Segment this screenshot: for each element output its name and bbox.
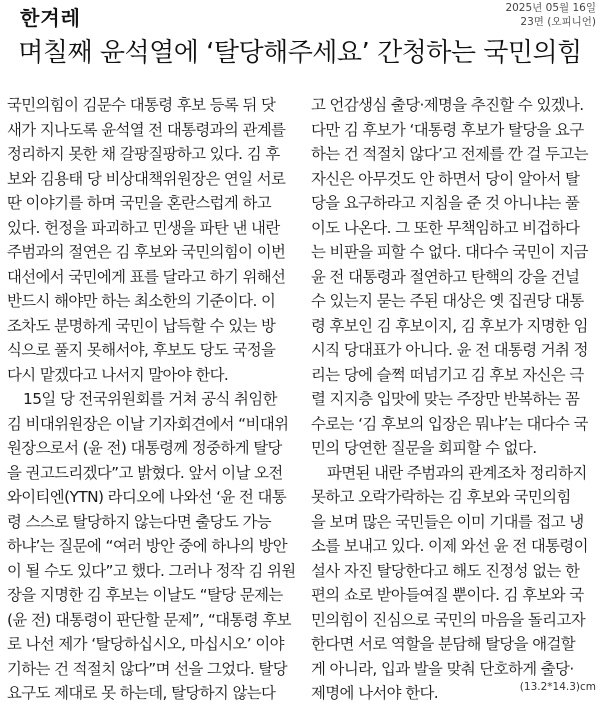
text-line: 못하고 오락가락하는 김 후보와 국민의힘 [311, 488, 571, 506]
text-line: 윤 전 대통령과 절연하고 탄핵의 강을 건널 [311, 267, 580, 286]
text-line: 민의힘이 진심으로 국민의 마음을 돌리고자 [311, 610, 585, 629]
text-line: 새가 지나도록 윤석열 전 대통령과의 관계를 [7, 120, 286, 139]
article-column-left [7, 93, 296, 706]
text-line: 식으로 풀지 못해서야, 후보도 당도 국정을 [7, 341, 276, 359]
text-line: 렬 지지층 입맛에 맞는 주장만 반복하는 꼼 [311, 390, 580, 408]
text-line: 로 나선 제가 ‘탈당하십시오, 마십시오’ 이야 [7, 635, 284, 653]
paragraph-start-line: 파면된 내란 주범과의 관계조차 정리하지 [327, 463, 587, 482]
publication-date: 2025년 05월 16일 [505, 2, 596, 14]
text-line: 다시 맡겠다고 나서지 말아야 한다. [7, 365, 229, 384]
text-line: 수로는 ‘김 후보의 입장은 뭐냐’는 대다수 국 [311, 414, 588, 433]
text-line: 장을 지명한 김 후보는 이날도 “탈당 문제는 [7, 586, 283, 604]
text-line: 는 비판을 피할 수 없다. 대다수 국민이 지금 [311, 243, 588, 261]
text-line: 수 있는지 묻는 주된 대상은 옛 집권당 대통 [311, 292, 584, 310]
text-line: 조차도 분명하게 국민이 납득할 수 있는 방 [7, 316, 276, 335]
text-line: 령 스스로 탈당하지 않는다면 출당도 가능 [7, 512, 272, 531]
text-line: 원장으로서 (윤 전) 대통령께 정중하게 탈당 [7, 439, 282, 457]
text-line: 대선에서 국민에게 표를 달라고 하기 위해선 [7, 267, 286, 286]
newspaper-logo: 한겨레 [20, 6, 81, 30]
text-line: 설사 자진 탈당한다고 해도 진정성 없는 한 [311, 561, 580, 580]
text-line: 딴 이야기를 하며 국민을 혼란스럽게 하고 [7, 194, 272, 212]
paragraph-start-line: 15일 당 전국위원회를 거쳐 공식 취임한 [23, 390, 277, 408]
text-line: 을 보며 많은 국민들은 이미 기대를 접고 냉 [311, 512, 584, 531]
article-column-right [311, 93, 595, 706]
text-line: 이 될 수도 있다”고 했다. 그러나 정작 김 위원 [7, 561, 296, 580]
text-line: 시직 당대표가 아니다. 윤 전 대통령 거취 정 [311, 341, 588, 359]
text-line: 제명에 나서야 한다. [311, 684, 439, 702]
text-line: 하냐’는 질문에 “여러 방안 중에 하나의 방안 [7, 537, 287, 555]
text-line: 국민의힘이 김문수 대통령 후보 등록 뒤 닷 [7, 96, 276, 114]
text-line: 반드시 해야만 하는 최소한의 기준이다. 이 [7, 292, 276, 310]
text-line: 보와 김용태 당 비상대책위원장은 연일 서로 [7, 169, 286, 188]
text-line: 리는 당에 슬쩍 떠넘기고 김 후보 자신은 극 [311, 365, 584, 384]
text-line: 이도 나온다. 그 또한 무책임하고 비겁하다 [311, 218, 580, 237]
text-line: 한다면 서로 역할을 분담해 탈당을 애걸할 [311, 635, 576, 653]
publication-meta [505, 1, 596, 29]
text-line: 하는 건 적절치 않다’고 전제를 깐 걸 두고는 [311, 145, 588, 163]
headline: 며칠째 윤석열에 ‘탈당해주세요’ 간청하는 국민의힘 [18, 38, 582, 68]
text-line: 소를 보내고 있다. 이제 와선 윤 전 대통령이 [311, 537, 588, 555]
article-size-note: (13.2*14.3)cm [519, 681, 596, 693]
text-line: 김 비대위원장은 이날 기자회견에서 “비대위 [7, 414, 289, 433]
text-line: 령 후보인 김 후보이지, 김 후보가 지명한 임 [311, 316, 588, 335]
text-line: 와이티엔(YTN) 라디오에 나와선 ‘윤 전 대통 [7, 488, 287, 506]
text-line: 다만 김 후보가 ‘대통령 후보가 탈당을 요구 [311, 120, 584, 139]
text-line: 편의 쇼로 받아들여질 뿐이다. 김 후보와 국 [311, 586, 584, 604]
text-line: 주범과의 절연은 김 후보와 국민의힘이 이번 [7, 243, 286, 261]
page-section: 23면 (오피니언) [520, 16, 596, 28]
text-line: 민의 당연한 질문을 회피할 수 없다. [311, 439, 537, 457]
text-line: 요구도 제대로 못 하는데, 탈당하지 않는다 [7, 684, 276, 702]
text-line: 고 언감생심 출당·제명을 추진할 수 있겠나. [311, 96, 584, 114]
text-line: 자신은 아무것도 안 하면서 당이 알아서 탈 [311, 169, 580, 188]
text-line: 있다. 헌정을 파괴하고 민생을 파탄 낸 내란 [7, 218, 280, 237]
text-line: 게 아니라, 입과 발을 맞춰 단호하게 출당· [311, 659, 574, 678]
text-line: 당을 요구하라고 지침을 준 것 아니냐는 풀 [311, 194, 580, 212]
text-line: 을 권고드리겠다”고 밝혔다. 앞서 이날 오전 [7, 463, 283, 482]
text-line: 기하는 건 적절치 않다”며 선을 그었다. 탈당 [7, 659, 287, 678]
text-line: (윤 전) 대통령이 판단할 문제”, “대통령 후보 [7, 610, 291, 629]
text-line: 정리하지 못한 채 갈팡질팡하고 있다. 김 후 [7, 145, 280, 163]
